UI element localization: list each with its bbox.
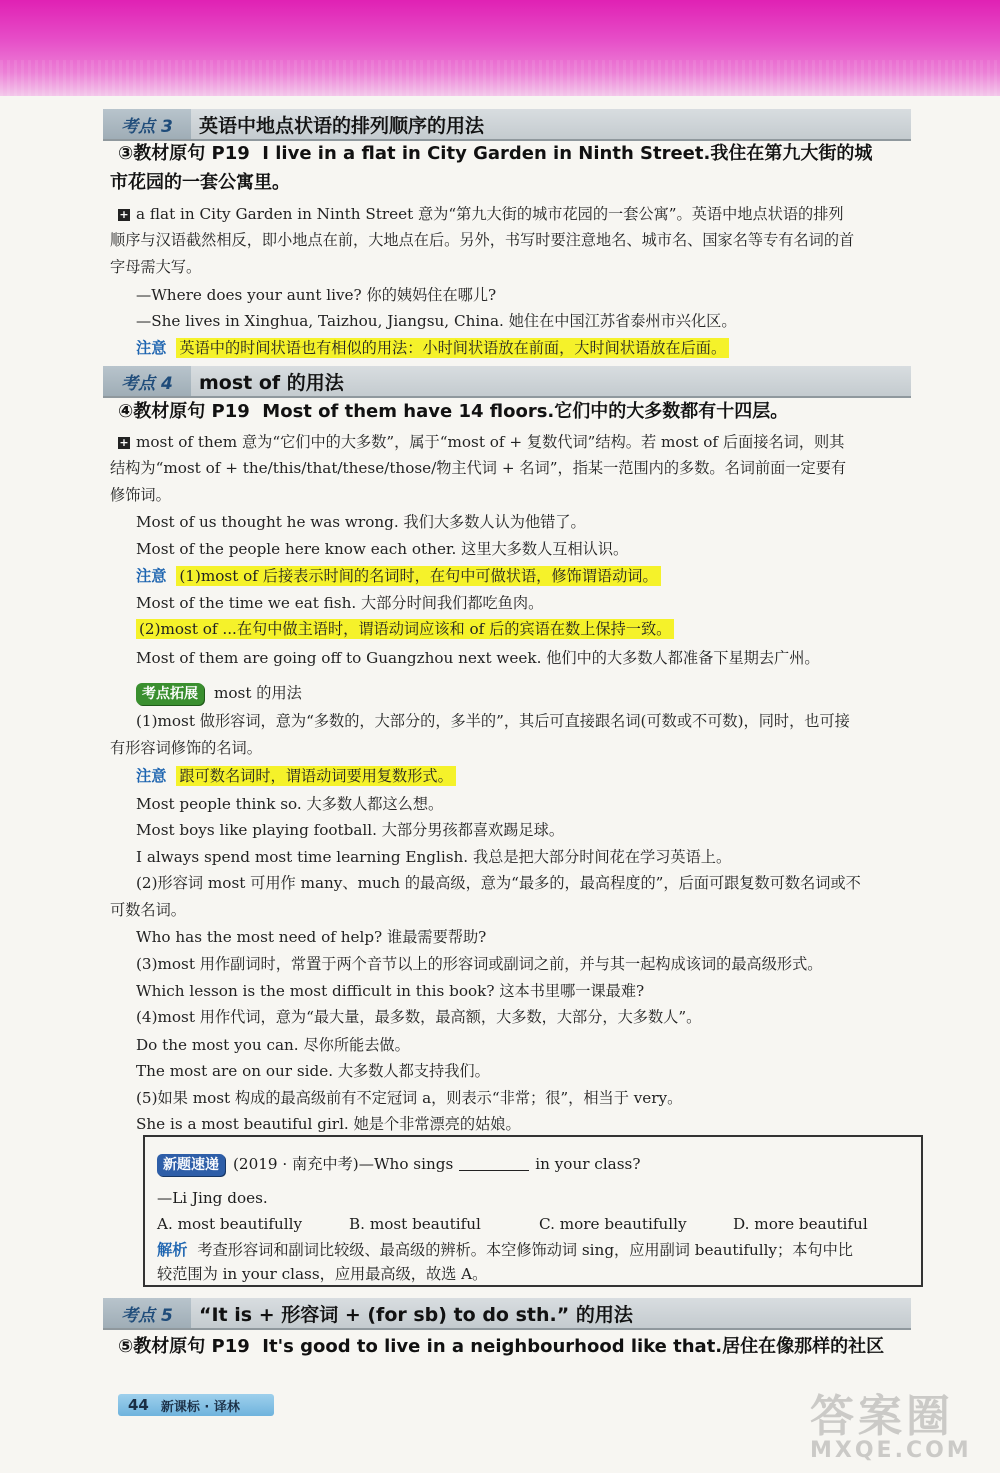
section-5-header — [103, 1298, 911, 1330]
usage-line: (5)如果 most 构成的最高级前有不定冠词 a，则表示“非常；很”，相当于 very。 — [136, 1089, 683, 1107]
answer-blank — [459, 1156, 529, 1171]
example-line: The most are on our side. 大多数人都支持我们。 — [136, 1062, 490, 1080]
section-3-original-sentence — [118, 143, 928, 165]
quiz-box — [143, 1135, 923, 1287]
example-line: She is a most beautiful girl. 她是个非常漂亮的姑娘。 — [136, 1115, 521, 1133]
highlighted-note: (1)most of 后接表示时间的名词时，在句中可做状语，修饰谓语动词。 — [176, 566, 660, 586]
orig-english: Most of them have 14 floors. — [262, 401, 555, 422]
option-d: D. more beautiful — [733, 1215, 868, 1233]
example-line: Which lesson is the most difficult in this book? 这本书里哪一课最难? — [136, 982, 645, 1000]
highlighted-note-line — [136, 618, 946, 640]
plus-icon: + — [119, 208, 129, 221]
example-line: Most people think so. 大多数人都这么想。 — [136, 795, 444, 813]
section-4-header — [103, 366, 911, 398]
note-line — [136, 565, 946, 587]
section-3-title: 英语中地点状语的排列顺序的用法 — [199, 114, 485, 137]
highlighted-note: 英语中的时间状语也有相似的用法：小时间状语放在前面，大时间状语放在后面。 — [176, 338, 729, 358]
page-number: 44 — [128, 1396, 149, 1414]
explain-line: + most of them 意为“它们中的大多数”，属于“most of + 复数代词”结构。若 most of 后面接名词，则其 — [119, 433, 845, 451]
section-3-header — [103, 109, 911, 141]
orig-chinese: 居住在像那样的社区 — [722, 1336, 885, 1357]
quiz-answer-line: —Li Jing does. — [157, 1189, 268, 1207]
quiz-stem-end: in your class? — [535, 1155, 641, 1173]
explain-line: 修饰词。 — [110, 486, 171, 504]
section-4-tag: 考点 4 — [103, 366, 191, 396]
highlighted-note: (2)most of ...在句中做主语时，谓语动词应该和 of 后的宾语在数上保持一致。 — [136, 619, 674, 639]
section-3-tag: 考点 3 — [103, 109, 191, 139]
section-5-original-sentence — [118, 1336, 928, 1358]
orig-label: ③教材原句 P19 — [118, 143, 250, 164]
orig-chinese: 我住在第九大街的城 — [710, 143, 873, 164]
analysis-line: 较范围为 in your class，应用最高级，故选 A。 — [157, 1265, 488, 1283]
analysis-label: 解析 — [157, 1241, 188, 1259]
section-5-title: “It is + 形容词 + (for sb) to do sth.” 的用法 — [199, 1303, 633, 1326]
page-footer-badge — [118, 1394, 274, 1416]
example-line: Who has the most need of help? 谁最需要帮助? — [136, 928, 487, 946]
quiz-stem-start: —Who sings — [358, 1155, 454, 1173]
usage-line: (3)most 用作副词时，常置于两个音节以上的形容词或副词之前，并与其一起构成该词的最高级形式。 — [136, 955, 823, 973]
example-line: Most of the people here know each other. 这里大多数人互相认识。 — [136, 540, 629, 558]
explain-line: 顺序与汉语截然相反，即小地点在前，大地点在后。另外，书写时要注意地名、城市名、国家名等专有名词的首 — [110, 231, 855, 249]
note-label: 注意 — [136, 567, 167, 585]
orig-chinese-cont: 市花园的一套公寓里。 — [110, 172, 290, 193]
series-name: 新课标 · 译林 — [160, 1399, 240, 1415]
usage-line: (1)most 做形容词，意为“多数的，大部分的，多半的”，其后可直接跟名词(可数或不可数)，同时，也可接 — [136, 712, 850, 730]
extension-heading — [136, 682, 946, 705]
usage-line: (4)most 用作代词，意为“最大量，最多数，最高额，大多数，大部分，大多数人”。 — [136, 1008, 702, 1026]
example-line: Most boys like playing football. 大部分男孩都喜欢踢足球。 — [136, 821, 565, 839]
watermark — [810, 1391, 990, 1465]
usage-line: (2)形容词 most 可用作 many、much 的最高级，意为“最多的，最高程度的”，后面可跟复数可数名词或不 — [136, 874, 861, 892]
highlighted-note: 跟可数名词时，谓语动词要用复数形式。 — [176, 766, 455, 786]
orig-label: ④教材原句 P19 — [118, 401, 250, 422]
example-line: —Where does your aunt live? 你的姨妈住在哪儿? — [136, 286, 497, 304]
orig-english: I live in a flat in City Garden in Ninth Street. — [262, 143, 711, 164]
section-4-title: most of 的用法 — [199, 371, 344, 394]
quiz-source: (2019 · 南充中考) — [233, 1155, 359, 1173]
plus-icon: + — [119, 436, 129, 449]
explain-line: + a flat in City Garden in Ninth Street 意为“第九大街的城市花园的一套公寓”。英语中地点状语的排列 — [119, 205, 844, 223]
section-4-original-sentence — [118, 401, 928, 423]
note-line — [136, 765, 946, 787]
extension-tag: 考点拓展 — [136, 683, 204, 705]
section-5-tag: 考点 5 — [103, 1298, 191, 1328]
orig-label: ⑤教材原句 P19 — [118, 1336, 250, 1357]
example-line: —She lives in Xinghua, Taizhou, Jiangsu, China. 她住在中国江苏省泰州市兴化区。 — [136, 312, 737, 330]
extension-title: most 的用法 — [214, 684, 302, 702]
note-line — [136, 337, 946, 359]
option-b: B. most beautiful — [349, 1215, 481, 1233]
note-label: 注意 — [136, 767, 167, 785]
note-label: 注意 — [136, 339, 167, 357]
watermark-url: MXQE.COM — [810, 1438, 972, 1463]
usage-line: 可数名词。 — [110, 901, 186, 919]
option-a: A. most beautifully — [157, 1215, 303, 1233]
example-line: Do the most you can. 尽你所能去做。 — [136, 1036, 410, 1054]
example-line: Most of us thought he was wrong. 我们大多数人认为他错了。 — [136, 513, 586, 531]
explain-line: 结构为“most of + the/this/that/these/those/物主代词 + 名词”，指某一范围内的多数。名词前面一定要有 — [110, 459, 847, 477]
explain-line: 字母需大写。 — [110, 258, 202, 276]
option-c: C. more beautifully — [539, 1215, 687, 1233]
orig-english: It's good to live in a neighbourhood like that. — [262, 1336, 723, 1357]
quiz-tag: 新题速递 — [157, 1154, 225, 1176]
quiz-question — [157, 1153, 640, 1176]
orig-chinese: 它们中的大多数都有十四层。 — [554, 401, 789, 422]
example-line: I always spend most time learning English. 我总是把大部分时间花在学习英语上。 — [136, 848, 732, 866]
watermark-logo-text: 答案圈 — [810, 1391, 954, 1442]
analysis-line: 解析 考查形容词和副词比较级、最高级的辨析。本空修饰动词 sing，应用副词 beautifully；本句中比 — [157, 1241, 853, 1259]
example-line: Most of the time we eat fish. 大部分时间我们都吃鱼肉。 — [136, 594, 544, 612]
usage-line: 有形容词修饰的名词。 — [110, 739, 262, 757]
example-line: Most of them are going off to Guangzhou next week. 他们中的大多数人都准备下星期去广州。 — [136, 649, 820, 667]
